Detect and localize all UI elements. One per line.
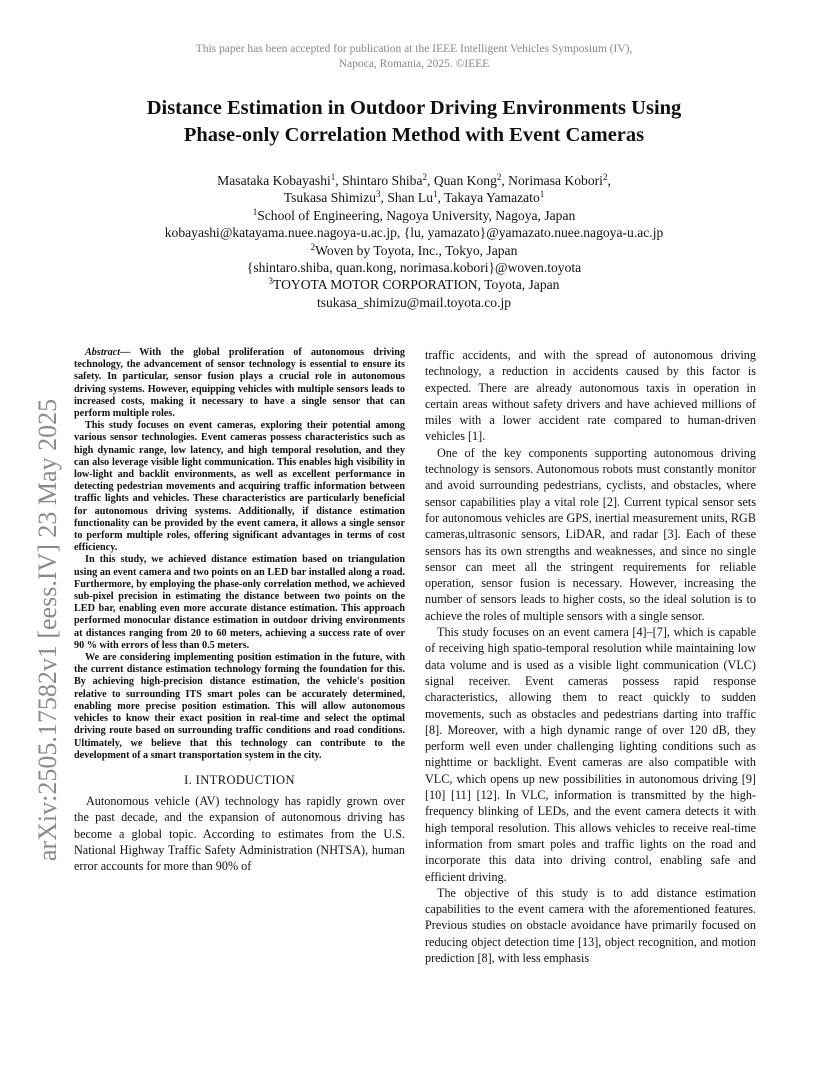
body-paragraph: Autonomous vehicle (AV) technology has rapidly grown over the past decade, and the expansion of autonomous driving has become a global topic. According to estimates from the U.S. National Highway Traffic Safety Administration (NHTSA), human error accounts for more than 90% of [74, 793, 405, 874]
body-paragraph: One of the key components supporting autonomous driving technology is sensors. Autonomous robots must constantly monitor and avoid surrounding pedestrians, cyclists, and obstacles, where sensor capabilities play a vital role [2]. Current typical sensor sets for autonomous vehicles are GPS, inertial measurement units, RGB cameras,ultrasonic sensors, LiDAR, and radar [3]. Each of these sensors has its own strengths and weaknesses, and since no single sensor can meet all the stringent requirements for reliable operation, sensor fusion is necessary. However, increasing the number of sensors leads to higher costs, so the ideal solution is to achieve the roles of multiple sensors with a single sensor. [425, 445, 756, 623]
author-affiliation-mark: 1 [433, 189, 438, 200]
author-line-1 [60, 172, 768, 189]
author-name: Tsukasa Shimizu [283, 190, 377, 206]
author-affiliation-mark: 2 [496, 172, 502, 182]
abstract-paragraph [74, 347, 405, 420]
left-column [74, 347, 405, 874]
email-text: tsukasa_shimizu@mail.toyota.co.jp [316, 294, 512, 310]
arxiv-sidebar-stamp: arXiv:2505.17582v1 [eess.IV] 23 May 2025 [33, 398, 62, 862]
author-line-2 [60, 189, 768, 206]
affiliation-text: Woven by Toyota, Inc., Tokyo, Japan [315, 242, 518, 258]
abstract-label: Abstract [85, 347, 121, 358]
affiliation-line [60, 276, 768, 293]
email-text: kobayashi@katayama.nuee.nagoya-u.ac.jp, {lu, yamazato}@yamazato.nuee.nagoya-u.ac.jp [164, 225, 664, 241]
body-paragraph: traffic accidents, and with the spread of autonomous driving technology, a reduction in accidents caused by this factor is expected. There are already autonomous taxis in operation in certain areas without safety drivers and have achieved millions of miles with a lower accident rate compared to human-driven vehicles [1]. [425, 348, 756, 444]
author-affiliation-mark: 2 [602, 172, 608, 182]
author-affiliation-mark: 1 [330, 172, 336, 182]
author-name: Shintaro Shiba [342, 173, 423, 188]
email-line [60, 294, 768, 311]
body-paragraph: This study focuses on an event camera [4]–[7], which is capable of receiving high spatio-temporal resolution while maintaining low data volume and is used as a visible light communication (VLC) signal receiver. Event cameras possess rapid response characteristics, allowing them to react quickly to sudden movements, such as obstacles and pedestrians darting into traffic [8]. Moreover, with a high dynamic range of over 120 dB, they perform well even under challenging lighting conditions such as nighttime or backlight. Event cameras are also compatible with VLC, which opens up new possibilities in autonomous driving [9] [10] [11] [12]. In VLC, information is transmitted by the high-frequency blinking of LEDs, and the event camera detects it with high temporal resolution. This allows vehicles to receive real-time information from smart poles and traffic lights on the road and incorporate this data into driving control, enabling safe and efficient driving. [425, 625, 756, 884]
abstract-dash: — [120, 347, 140, 358]
abstract-paragraph: We are considering implementing position estimation in the future, with the current distance estimation technology forming the foundation for this. By achieving high-precision distance estimation, the vehicle's position relative to surrounding ITS smart poles can be accurately determined, enabling more precise position estimation. This will allow autonomous vehicles to know their exact position in real-time and select the optimal driving route based on surrounding traffic conditions and road conditions. Ultimately, we believe that this technology can contribute to the development of a smart transportation system in the city. [74, 652, 405, 761]
author-name: Quan Kong [433, 173, 497, 188]
author-name: Shan Lu [387, 190, 434, 206]
author-affiliation-mark: 2 [422, 172, 428, 182]
affiliation-mark: 3 [268, 276, 274, 287]
abstract-paragraph: In this study, we achieved distance estimation based on triangulation using an event camera and two points on an LED bar installed along a road. Furthermore, by employing the phase-only correlation method, we achieved sub-pixel precision in estimating the distance between two points on the LED bar, enabling even more accurate distance estimation. This approach performed monocular distance estimation in outdoor driving environments at distances ranging from 20 to 60 meters, achieving a success rate of over 90 % with errors of less than 0.5 meters. [74, 554, 405, 651]
email-text: {shintaro.shiba, quan.kong, norimasa.kobori}@woven.toyota [246, 260, 582, 276]
email-line [60, 259, 768, 276]
email-line [60, 224, 768, 241]
author-separator: , [335, 173, 343, 188]
author-block [60, 172, 768, 311]
author-name: Takaya Yamazato [444, 190, 540, 206]
paper-title-line-1: Distance Estimation in Outdoor Driving Environments Using [146, 97, 682, 119]
abstract-paragraph: This study focuses on event cameras, exploring their potential among various sensor technologies. Event cameras possess characteristics such as high dynamic range, low latency, and high temporal resolution, and they can also leverage visible light communication. This enables high visibility in low-light and backlit environments, as well as excellent performance in detecting pedestrian movements and acquiring traffic information between traffic lights and vehicles. These characteristics are particularly beneficial for autonomous driving systems. Additionally, if distance estimation functionality can be provided by the event camera, it allows a single sensor to perform multiple roles, offering significant advantages in terms of cost efficiency. [74, 420, 405, 554]
affiliation-mark: 2 [310, 241, 316, 252]
publication-notice-line-2: Napoca, Romania, 2025. ©IEEE [338, 58, 490, 70]
affiliation-text: TOYOTA MOTOR CORPORATION, Toyota, Japan [273, 277, 560, 293]
author-separator: , [437, 190, 445, 206]
affiliation-line [60, 242, 768, 259]
publication-notice-line-1: This paper has been accepted for publication at the IEEE Intelligent Vehicles Symposium (IV), [195, 43, 633, 55]
publication-notice [0, 42, 828, 72]
author-name: Masataka Kobayashi [217, 173, 331, 188]
abstract [74, 347, 405, 762]
body-paragraph: The objective of this study is to add distance estimation capabilities to the event camera with the aforementioned features. Previous studies on obstacle avoidance have primarily focused on reducing object detection time [13], object recognition, and motion prediction [8], with less emphasis [425, 885, 756, 965]
author-separator: , [427, 173, 434, 188]
author-separator: , [607, 173, 611, 188]
author-name: Norimasa Kobori [508, 173, 603, 188]
abstract-paragraph-text: With the global proliferation of autonomous driving technology, the advancement of sensor technology is essential to ensure its safety. In particular, sensor fusion plays a crucial role in autonomous driving systems. However, equipping vehicles with multiple sensors leads to increased costs, making it necessary to have a single sensor that can perform multiple roles. [74, 347, 405, 420]
author-affiliation-mark: 1 [539, 189, 545, 200]
introduction-body-left [74, 793, 405, 874]
affiliation-line [60, 207, 768, 224]
paper-title-line-2: Phase-only Correlation Method with Event Cameras [183, 124, 645, 146]
section-heading-introduction: I. INTRODUCTION [184, 772, 295, 787]
right-column [425, 347, 756, 966]
author-separator: , [501, 173, 509, 188]
author-separator: , [380, 190, 388, 206]
paper-title [60, 95, 768, 149]
affiliation-text: School of Engineering, Nagoya University, Nagoya, Japan [257, 207, 576, 223]
author-affiliation-mark: 3 [376, 189, 381, 200]
affiliation-mark: 1 [252, 206, 258, 217]
